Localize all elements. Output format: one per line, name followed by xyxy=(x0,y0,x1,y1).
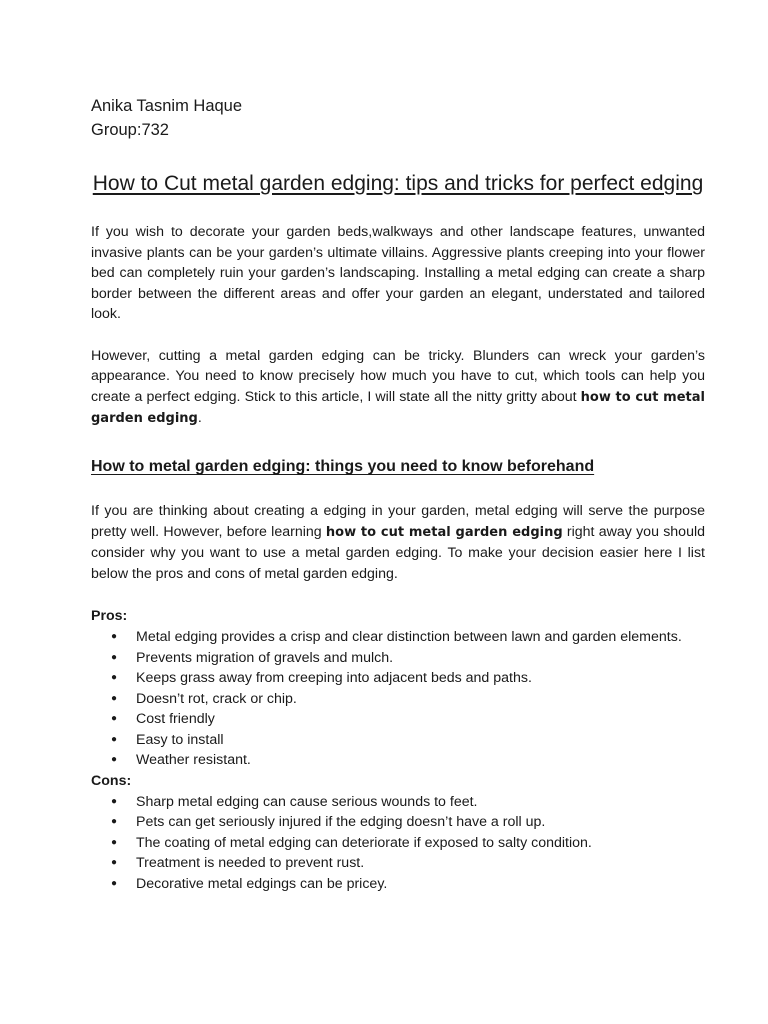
author-name: Anika Tasnim Haque xyxy=(91,97,243,115)
cons-label: Cons: xyxy=(91,773,132,790)
paragraph-spacer xyxy=(91,584,705,606)
section-paragraph-after: right away you should consider why you want to use a metal garden edging. To make your decision easier here I list below the pros and cons of metal garden edging. xyxy=(91,523,706,582)
pros-item: ● Easy to install xyxy=(111,730,705,751)
section-heading: How to metal garden edging: things you need to know beforehand xyxy=(91,457,595,475)
cons-item: ● Sharp metal edging can cause serious wounds to feet. xyxy=(111,792,705,813)
document-title: How to Cut metal garden edging: tips and tricks for perfect edging xyxy=(92,172,704,195)
pros-list xyxy=(91,627,705,771)
pros-item: ● Cost friendly xyxy=(111,709,705,730)
intro-paragraph: If you wish to decorate your garden beds,walkways and other landscape features, unwanted invasive plants can be your garden’s ultimate villains. Aggressive plants creeping into your flower bed can completely ruin your garden’s landscaping. Installing a metal edging can create a sharp border between the different areas and offer your garden an elegant, understated and tailored look. xyxy=(91,224,705,323)
section-paragraph xyxy=(91,501,705,584)
second-paragraph xyxy=(91,346,705,430)
cons-item: ● Pets can get seriously injured if the edging doesn’t have a roll up. xyxy=(111,812,705,833)
pros-label: Pros: xyxy=(91,608,128,625)
second-paragraph-keyword: how to cut metal garden edging xyxy=(91,389,705,427)
second-paragraph-end: . xyxy=(197,410,202,427)
paragraph-spacer xyxy=(91,430,705,456)
paragraph-spacer xyxy=(91,325,705,346)
cons-item: ● The coating of metal edging can deteriorate if exposed to salty condition. xyxy=(111,833,705,854)
section-paragraph-before: If you are thinking about creating a edging in your garden, metal edging will serve the purpose pretty well. However, before learning xyxy=(91,502,705,540)
cons-item: ● Treatment is needed to prevent rust. xyxy=(111,853,705,874)
pros-item: ● Prevents migration of gravels and mulch. xyxy=(111,648,705,669)
pros-item: ● Metal edging provides a crisp and clear distinction between lawn and garden elements. xyxy=(111,627,705,648)
cons-list xyxy=(91,792,705,895)
pros-item: ● Doesn’t rot, crack or chip. xyxy=(111,689,705,710)
second-paragraph-text: However, cutting a metal garden edging can be tricky. Blunders can wreck your garden’s appearance. You need to know precisely how much you have to cut, which tools can help you create a perfect edging. Stick to this article, I will state all the nitty gritty about xyxy=(91,347,705,405)
pros-item: ● Weather resistant. xyxy=(111,750,705,771)
pros-item: ● Keeps grass away from creeping into adjacent beds and paths. xyxy=(111,668,705,689)
cons-item: ● Decorative metal edgings can be pricey. xyxy=(111,874,705,895)
section-paragraph-keyword: how to cut metal garden edging xyxy=(325,524,563,540)
group-number: Group:732 xyxy=(91,121,169,139)
